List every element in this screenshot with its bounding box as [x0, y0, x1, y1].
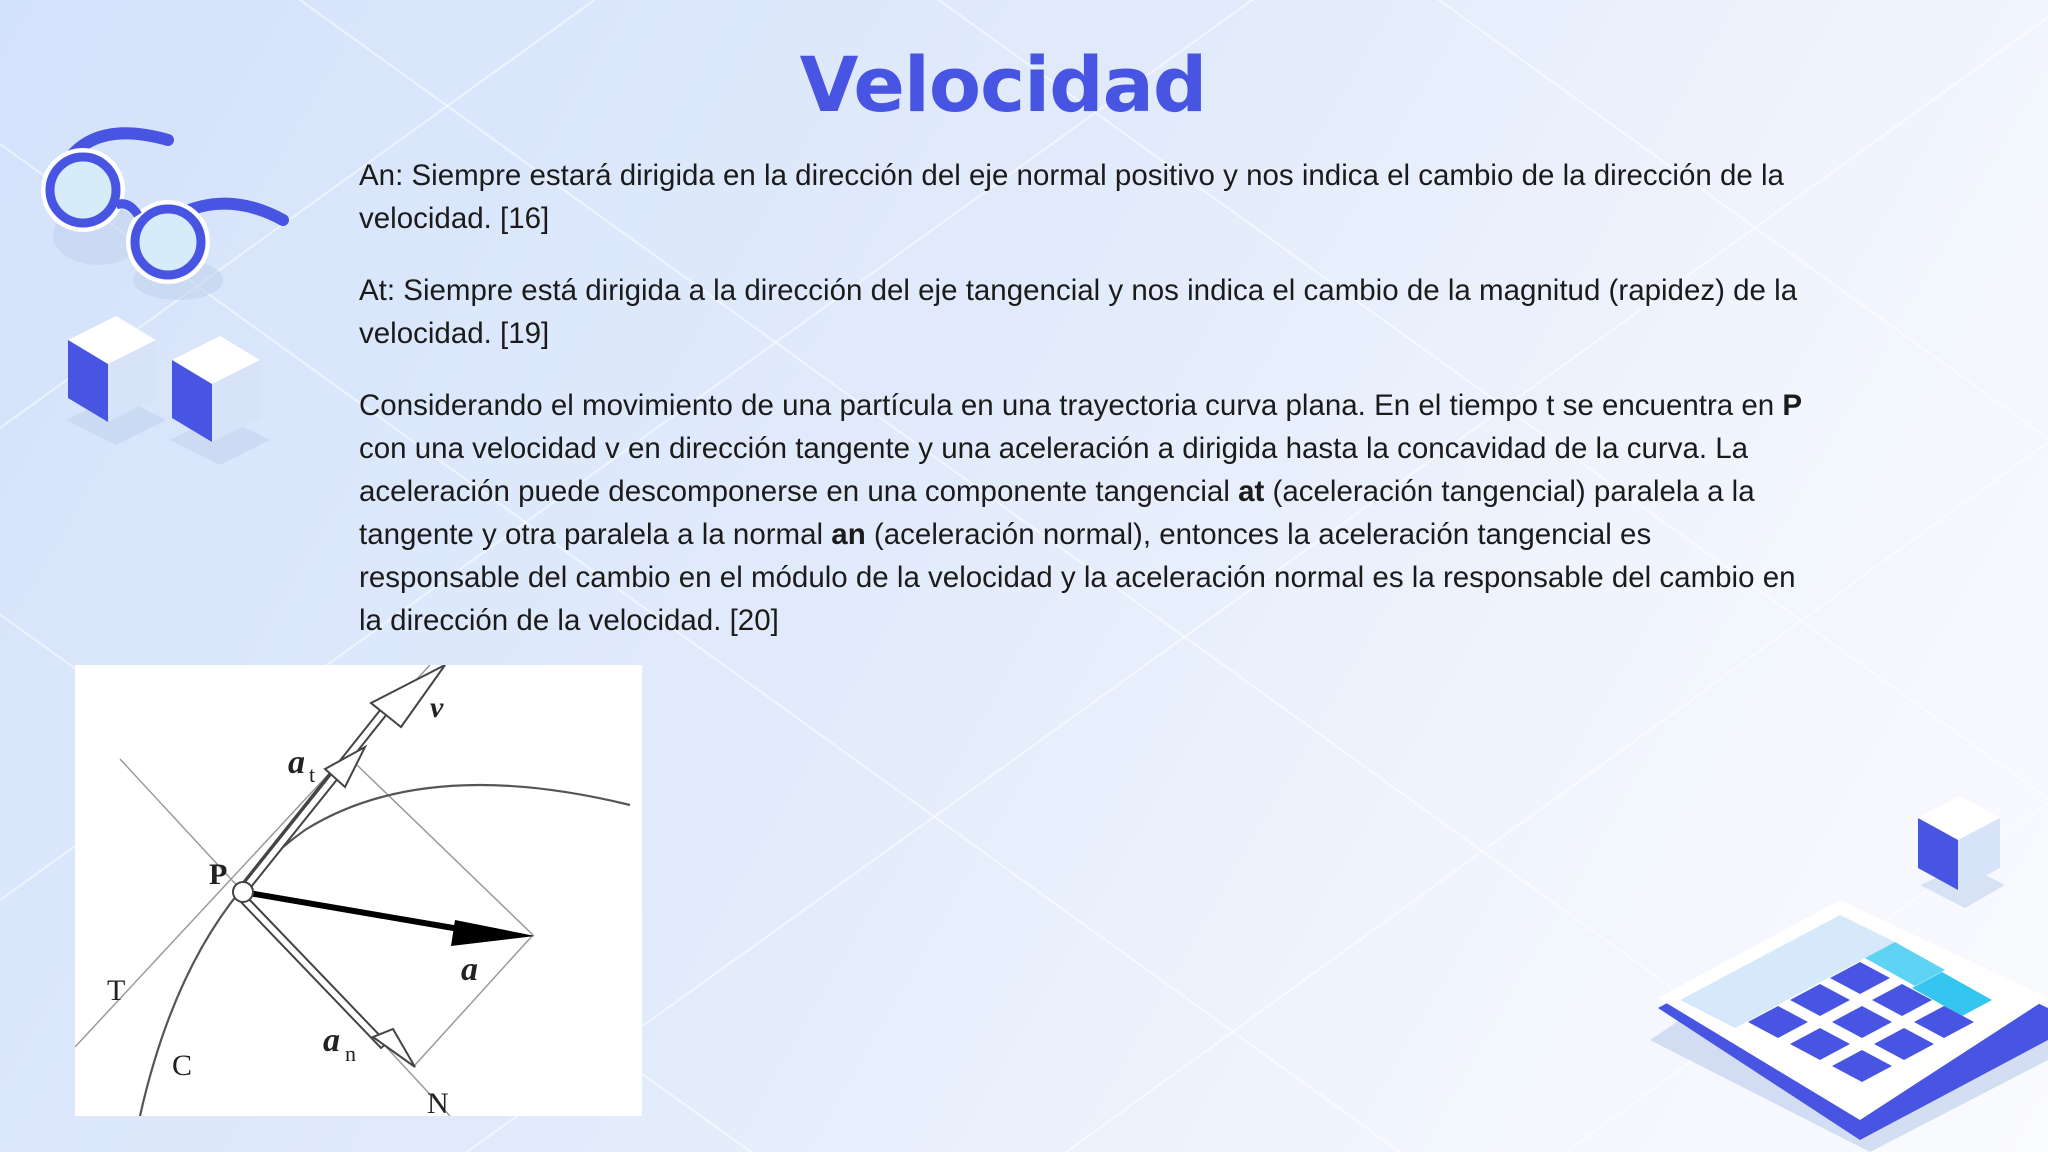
paragraph-an: An: Siempre estará dirigida en la dirección del eje normal positivo y nos indica el cambio de la dirección de la velocidad. [16]: [359, 159, 1784, 235]
label-v: v: [430, 691, 444, 724]
slide-body: [359, 154, 1819, 671]
label-at: a: [288, 744, 305, 781]
trajectory-curve: [140, 785, 630, 1116]
calculator-icon: [1640, 890, 2048, 1152]
paragraph-text: (aceleración normal), entonces la aceleración tangencial es responsable del cambio en el módulo de la velocidad y la aceleración normal es la responsable del cambio en la dirección de la velocidad. [20]: [359, 518, 1796, 637]
paragraph-text: (aceleración tangencial) paralela a la tangente y otra paralela a la normal: [359, 475, 1755, 551]
acceleration-diagram: [75, 665, 642, 1116]
paragraph-text: con una velocidad v en dirección tangente y una aceleración a dirigida hasta la concavidad de la curva. La aceleración puede descomponerse en una componente tangencial: [359, 432, 1749, 508]
slide-title: Velocidad: [799, 40, 1207, 129]
glasses-icon: [28, 120, 298, 300]
label-c: C: [172, 1049, 193, 1082]
label-a: a: [461, 951, 478, 988]
label-an: a: [323, 1022, 340, 1059]
bold-term-at: at: [1238, 475, 1265, 508]
point-p: [233, 882, 253, 902]
diagram-canvas: [75, 665, 642, 1116]
paragraph-text: Considerando el movimiento de una partícula en una trayectoria curva plana. En el tiempo t se encuentra en: [359, 389, 1783, 422]
label-n: N: [427, 1087, 449, 1116]
construction-line: [357, 765, 533, 935]
bold-term-an: an: [831, 518, 866, 551]
label-t: T: [107, 974, 126, 1007]
paragraph-at: At: Siempre está dirigida a la dirección del eje tangencial y nos indica el cambio de la magnitud (rapidez) de la velocidad. [19]: [359, 274, 1798, 350]
bold-term-p: P: [1782, 389, 1803, 422]
paragraph-movement: [359, 384, 1819, 642]
label-at-subscript: t: [309, 762, 316, 787]
cube-icon: [160, 330, 275, 465]
label-p: P: [209, 858, 228, 891]
cube-icon: [56, 310, 171, 445]
label-an-subscript: n: [345, 1041, 356, 1066]
